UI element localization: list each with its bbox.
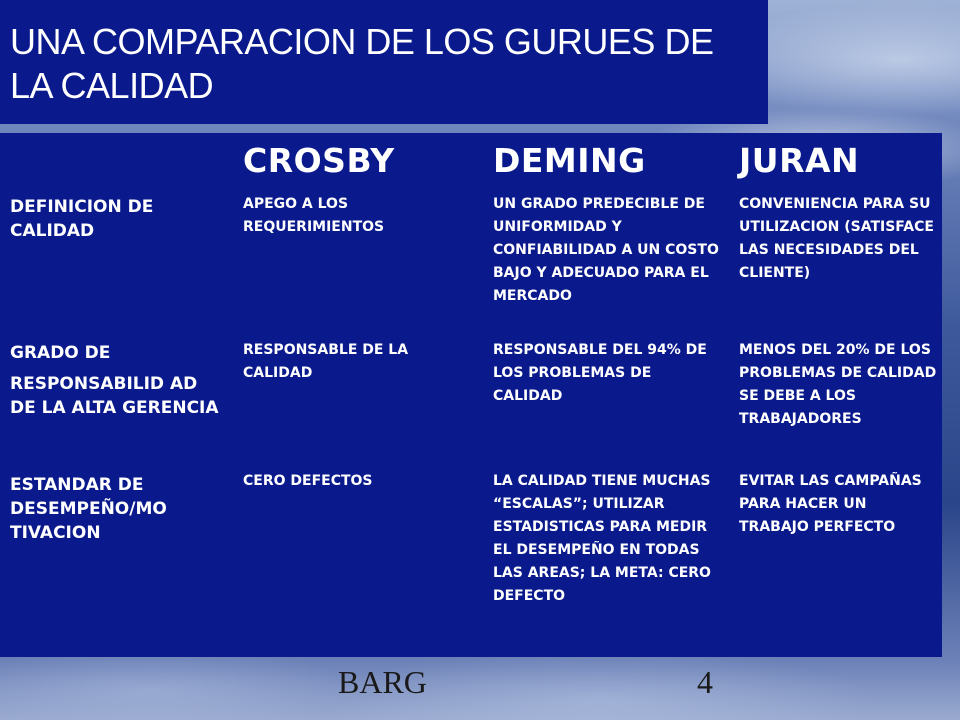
cell-crosby-estandar: CERO DEFECTOS — [243, 473, 373, 489]
comparison-table — [0, 133, 942, 657]
column-header-crosby: CROSBY — [243, 141, 395, 180]
cell-crosby-responsabilidad: RESPONSABLE DE LA CALIDAD — [243, 342, 409, 381]
row-header-responsabilidad — [10, 341, 220, 420]
cell-juran-responsabilidad: MENOS DEL 20% DE LOS PROBLEMAS DE CALIDAD SE DEBE A LOS TRABAJADORES — [739, 342, 937, 427]
slide-title: UNA COMPARACION DE LOS GURUES DE LA CALIDAD — [10, 21, 714, 106]
column-header-deming: DEMING — [493, 141, 646, 180]
footer-author: BARG — [338, 664, 427, 700]
row-header-definicion: DEFINICION DE CALIDAD — [10, 197, 154, 241]
cell-crosby-definicion: APEGO A LOS REQUERIMIENTOS — [243, 196, 385, 235]
cell-juran-estandar: EVITAR LAS CAMPAÑAS PARA HACER UN TRABAJO PERFECTO — [739, 473, 922, 535]
cell-deming-responsabilidad: RESPONSABLE DEL 94% DE LOS PROBLEMAS DE CALIDAD — [493, 342, 707, 404]
title-banner — [0, 0, 768, 124]
page-number: 4 — [697, 664, 713, 700]
cell-deming-estandar: LA CALIDAD TIENE MUCHAS “ESCALAS”; UTILIZAR ESTADISTICAS PARA MEDIR EL DESEMPEÑO EN TODAS LAS AREAS; LA META: CERO DEFECTO — [493, 473, 711, 604]
row-header-rest: RESPONSABILID AD DE LA ALTA GERENCIA — [10, 374, 219, 418]
column-header-juran: JURAN — [739, 141, 860, 180]
cell-deming-definicion: UN GRADO PREDECIBLE DE UNIFORMIDAD Y CONFIABILIDAD A UN COSTO BAJO Y ADECUADO PARA EL MERCADO — [493, 196, 719, 304]
cell-juran-definicion: CONVENIENCIA PARA SU UTILIZACION (SATISFACE LAS NECESIDADES DEL CLIENTE) — [739, 196, 934, 281]
row-header-line1: GRADO DE — [10, 343, 111, 363]
row-header-estandar: ESTANDAR DE DESEMPEÑO/MO TIVACION — [10, 475, 167, 543]
